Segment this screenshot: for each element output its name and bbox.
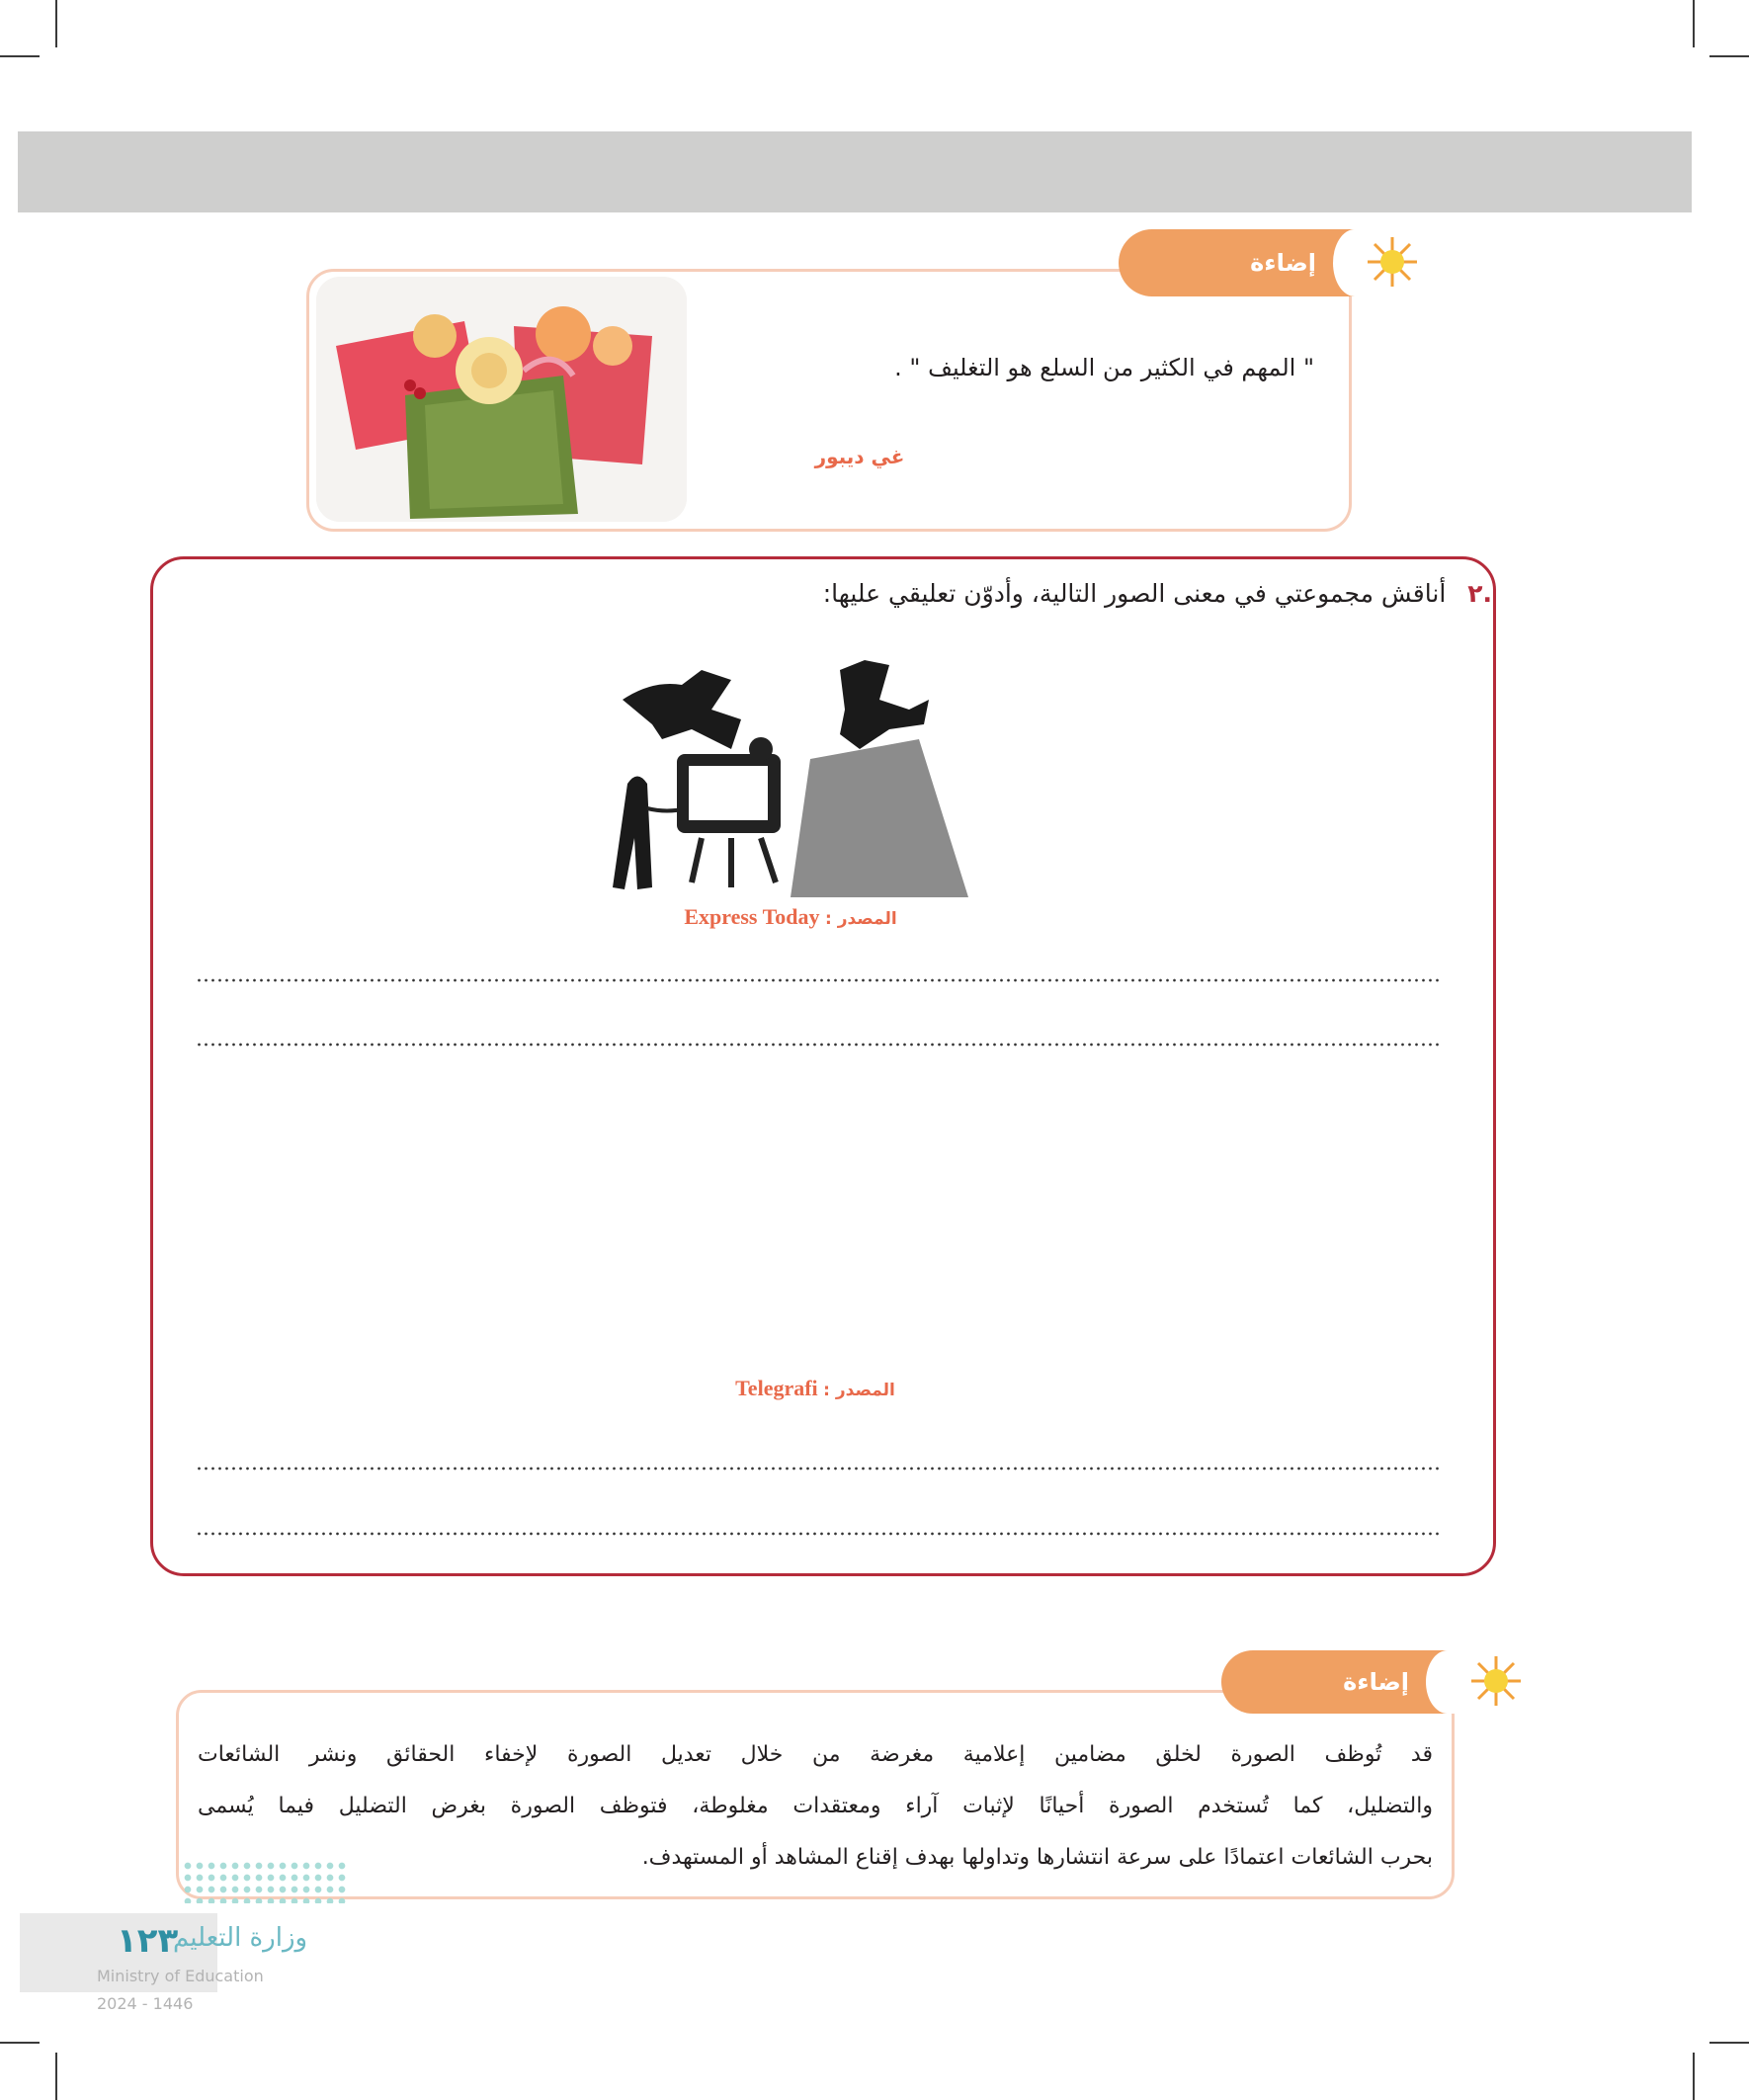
crop-mark (1709, 55, 1749, 57)
exercise-prompt (553, 579, 1492, 608)
callout-tab-label: إضاءة (1250, 249, 1316, 277)
crop-mark (0, 2042, 40, 2044)
callout-tab (1119, 229, 1375, 296)
source-name-2: Telegrafi (735, 1376, 818, 1400)
info-line-2: والتضليل، كما تُستخدم الصورة أحيانًا لإثبات آراء ومعتقدات مغلوطة، فتوظف الصورة بغرض التضليل فيما يُسمى (198, 1794, 1433, 1818)
page-number: ١٢٣ (117, 1921, 179, 1961)
exercise-number: .٢ (1467, 579, 1492, 608)
info-line-3: بحرب الشائعات اعتمادًا على سرعة انتشارها وتداولها بهدف إقناع المشاهد أو المستهدف. (641, 1845, 1433, 1870)
answer-line[interactable] (196, 978, 1439, 982)
info-paragraph (198, 1729, 1433, 1884)
gift-photo (316, 277, 687, 522)
quote-author: غي ديبور (814, 445, 905, 468)
header-band (18, 131, 1692, 212)
crop-mark (55, 0, 57, 47)
crop-mark (0, 55, 40, 57)
source-name-1: Express Today (684, 904, 820, 929)
source-caption-1 (632, 904, 949, 930)
callout-tab (1221, 1650, 1468, 1714)
quote-text: " المهم في الكثير من السلع هو التغليف " . (894, 354, 1314, 381)
ministry-logo-dots (182, 1860, 350, 1903)
sun-icon (1366, 235, 1419, 289)
ministry-name-en: Ministry of Education (97, 1967, 264, 1985)
crop-mark (1693, 2053, 1695, 2100)
crop-mark (55, 2053, 57, 2100)
answer-line[interactable] (196, 1467, 1439, 1470)
exercise-prompt-text: أناقش مجموعتي في معنى الصور التالية، وأدوّن تعليقي عليها: (822, 579, 1447, 608)
source-caption-2 (682, 1376, 949, 1401)
answer-line[interactable] (196, 1043, 1439, 1047)
callout-tab-label: إضاءة (1343, 1668, 1409, 1696)
source-label-1: المصدر : (824, 909, 897, 929)
ministry-name-ar: وزارة التعليم (173, 1923, 308, 1953)
cartoon-image (593, 640, 1018, 897)
edition-year: 2024 - 1446 (97, 1994, 194, 2013)
info-line-1: قد تُوظف الصورة لخلق مضامين إعلامية مغرضة من خلال تعديل الصورة لإخفاء الحقائق ونشر الشائعات (198, 1742, 1433, 1767)
answer-line[interactable] (196, 1532, 1439, 1536)
crop-mark (1709, 2042, 1749, 2044)
sun-icon (1469, 1654, 1523, 1708)
source-label-2: المصدر : (823, 1381, 895, 1400)
crop-mark (1693, 0, 1695, 47)
